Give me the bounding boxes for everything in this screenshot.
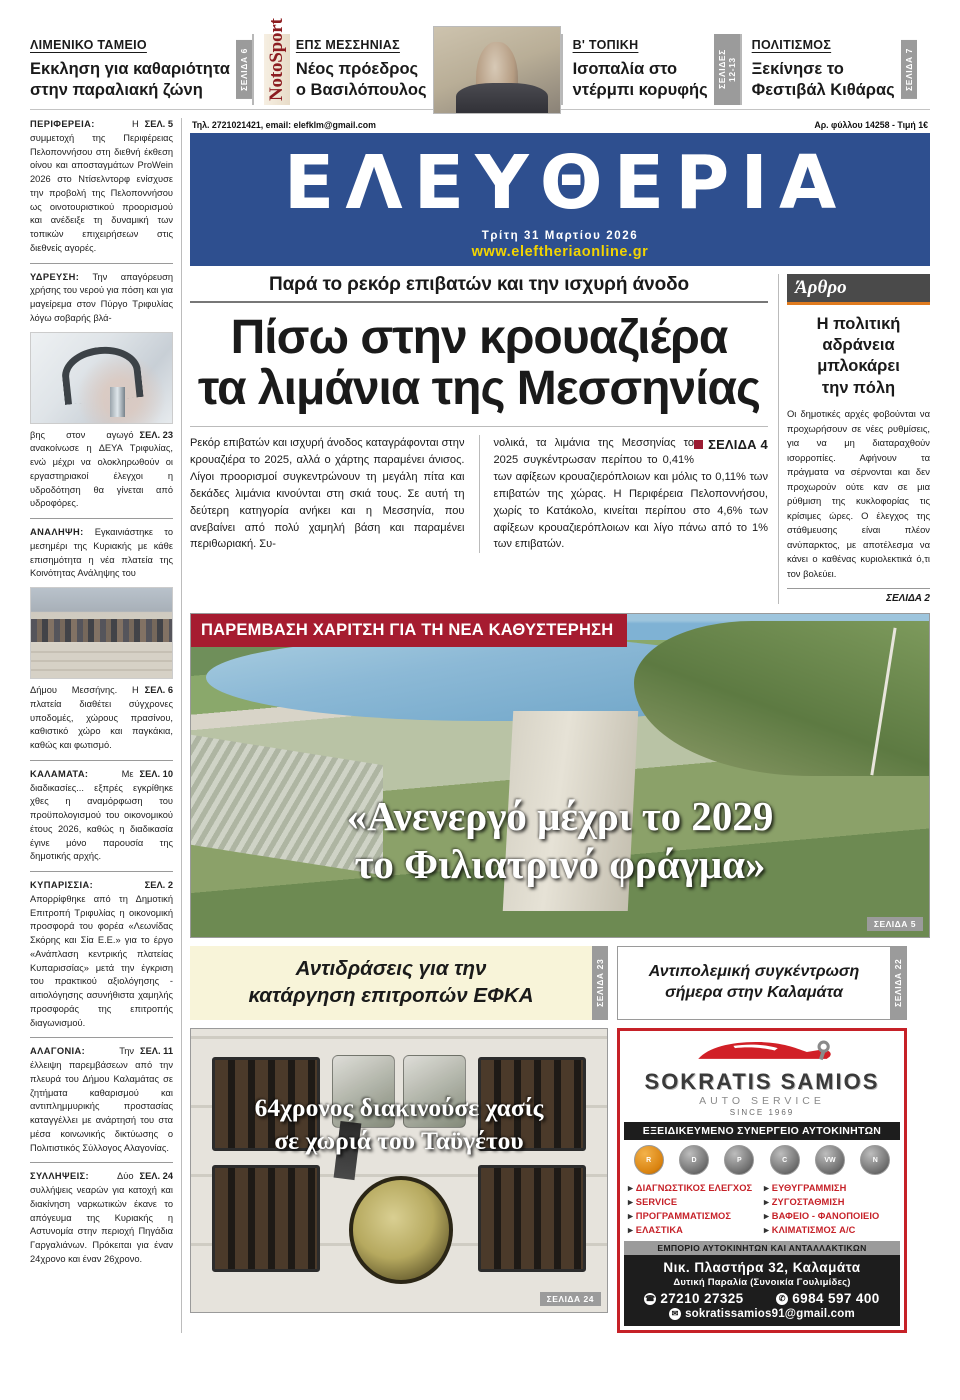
peugeot-logo-icon: P bbox=[724, 1145, 754, 1175]
lead-body-col2 bbox=[479, 435, 769, 553]
brief-lead: ΥΔΡΕΥΣΗ: bbox=[30, 271, 80, 282]
brief-page-ref[interactable]: ΣΕΛ. 5 bbox=[144, 119, 173, 129]
dam-headline-line2: το Φιλιατρινό φράγμα» bbox=[354, 841, 766, 888]
teaser-politismos[interactable] bbox=[740, 34, 917, 105]
plate-object bbox=[349, 1176, 453, 1284]
teaser-text bbox=[296, 38, 427, 101]
brief-syllipseis[interactable] bbox=[30, 1162, 173, 1266]
ad-subtitle: AUTO SERVICE bbox=[699, 1095, 825, 1108]
phone-icon: ☎ bbox=[645, 1294, 656, 1304]
brief-alagonia[interactable] bbox=[30, 1037, 173, 1155]
brief-text: Εγκαινιάστηκε το μεσημέρι της Κυριακής με κάθε επισημότητα η νέα πλατεία της Κοινότητας Ανάληψης του bbox=[30, 527, 173, 579]
mobile-icon: ✆ bbox=[776, 1293, 788, 1305]
brief-perifereia[interactable] bbox=[30, 118, 173, 256]
vw-logo-icon: VW bbox=[815, 1145, 845, 1175]
box-efka[interactable] bbox=[190, 946, 608, 1020]
brief-text: Δύο συλλήψεις νεαρών για κατοχή και διακίνηση ναρκωτικών έκανε το απόγευμα της Κυριακής η Αστυνομία στην περιοχή Πηγάδια Γαργαλιάνων. Πρόκειται για έναν 24χρονο και έναν 26χρονο. bbox=[30, 1171, 173, 1264]
teaser-kicker: Β' ΤΟΠΙΚΗ bbox=[572, 37, 639, 52]
arthro-page-ref[interactable]: ΣΕΛΙΔΑ 2 bbox=[787, 588, 930, 604]
secondary-teaser-boxes bbox=[190, 946, 930, 1020]
box-line2: σήμερα στην Καλαμάτα bbox=[665, 984, 843, 1002]
page-body bbox=[30, 118, 930, 1333]
top-teaser-strip bbox=[30, 0, 930, 105]
brief-text: Η συμμετοχή της Περιφέρειας Πελοποννήσου στη διεθνή έκθεση οίνου και αποσταγμάτων ProWein 2026 στο Ντίσελντορφ ενίσχυσε την προβολή της Πελοποννήσου ως οινοτουριστικού προορισμού και ανέδειξε τη δυναμική των τοπικών επιχειρήσεων στις διεθνείς αγορές. bbox=[30, 119, 173, 253]
page-tab[interactable]: ΣΕΛΙΔΑ 6 bbox=[236, 40, 252, 99]
seedling-tray bbox=[478, 1165, 586, 1273]
ad-services-right bbox=[764, 1182, 896, 1238]
ad-service-item: ▸ ΕΛΑΣΤΙΚΑ bbox=[628, 1224, 760, 1238]
notosport-logo: NotoSport bbox=[264, 34, 290, 105]
page-tab[interactable]: ΣΕΛΙΔΑ 5 bbox=[867, 917, 923, 931]
lead-body-columns bbox=[190, 426, 768, 553]
ad-since: SINCE 1969 bbox=[729, 1108, 795, 1118]
box-antipolemiki[interactable] bbox=[617, 946, 907, 1020]
teaser-limeniko-tameio[interactable] bbox=[30, 34, 252, 105]
lead-kicker: Παρά το ρεκόρ επιβατών και την ισχυρή άνοδο bbox=[190, 274, 768, 303]
arthro-title bbox=[787, 314, 930, 400]
box-line1: Αντιδράσεις για την bbox=[295, 957, 487, 981]
sidebar-briefs-column bbox=[30, 118, 182, 1333]
teaser-kicker: ΕΠΣ ΜΕΣΣΗΝΙΑΣ bbox=[295, 37, 400, 52]
ad-service-item: ▸ ΒΑΦΕΙΟ - ΦΑΝΟΠΟΙΕΙΟ bbox=[764, 1210, 896, 1224]
brief-lead: ΠΕΡΙΦΕΡΕΙΑ: bbox=[30, 119, 95, 129]
brief-text: Την έλλειψη παρεμβάσεων από την πλευρά του Δήμου Καλαμάτας σε ζητήματα καθαρισμού και αντιπλημμυρικής προστασίας καταγγέλλει με ανάρτησή του στα μέσα κοινωνικής δικτύωσης ο Πολιτιστικός Σύλλογος Αλαγονίας. bbox=[30, 1046, 173, 1153]
dacia-logo-icon: D bbox=[679, 1145, 709, 1175]
lead-page-ref[interactable]: ΣΕΛΙΔΑ 4 bbox=[694, 435, 768, 455]
teaser-kicker: ΛΙΜΕΝΙΚΟ ΤΑΜΕΙΟ bbox=[30, 37, 147, 52]
dam-kicker-label: ΠΑΡΕΜΒΑΣΗ ΧΑΡΙΤΣΗ ΓΙΑ ΤΗ ΝΕΑ ΚΑΘΥΣΤΕΡΗΣΗ bbox=[191, 614, 627, 647]
brief-lead: ΚΥΠΑΡΙΣΣΙΑ: bbox=[30, 880, 94, 890]
dam-headline bbox=[191, 792, 929, 889]
ad-logo bbox=[624, 1035, 900, 1119]
renault-logo-icon: R bbox=[634, 1145, 664, 1175]
nissan-logo-icon: N bbox=[860, 1145, 890, 1175]
page-tab[interactable]: ΣΕΛΙΔΑ 23 bbox=[592, 946, 608, 1020]
brief-text-after: βης στον αγωγό ανακοίνωσε η ΔΕΥΑ Τριφυλίας, ενώ μέχρι να ολοκληρωθούν οι εργαστηριακοί έλεγχοι η υδροδότηση θα γίνεται από υδροφόρες. bbox=[30, 429, 173, 509]
brief-analipsi[interactable] bbox=[30, 518, 173, 753]
dam-feature-photo[interactable] bbox=[190, 613, 930, 938]
teaser-kicker: ΠΟΛΙΤΙΣΜΟΣ bbox=[751, 37, 832, 52]
brief-ydrefsi[interactable] bbox=[30, 263, 173, 512]
teaser-eps-messinias[interactable] bbox=[252, 18, 561, 105]
brief-lead: ΑΛΑΓΟΝΙΑ: bbox=[30, 1046, 86, 1057]
brief-photo-faucet bbox=[30, 332, 173, 424]
newspaper-logo: ΕΛΕΥΘΕΡΙΑ bbox=[283, 140, 848, 226]
page-tab[interactable]: ΣΕΛΙΔΑ 7 bbox=[901, 40, 917, 99]
lead-headline-line2: τα λιμάνια της Μεσσηνίας bbox=[197, 361, 760, 415]
ad-address: Νικ. Πλαστήρα 32, Καλαμάτα bbox=[663, 1259, 861, 1275]
teaser-title-line1: Εκκληση για καθαριότητα bbox=[30, 59, 230, 78]
arthro-title-line2: αδράνεια bbox=[822, 335, 895, 354]
brief-page-ref[interactable]: ΣΕΛ. 11 bbox=[140, 1046, 173, 1057]
website-url[interactable]: www.eleftheriaonline.gr bbox=[471, 243, 649, 260]
ad-phone-row bbox=[628, 1291, 896, 1306]
ad-service-item: ▸ ΖΥΓΟΣΤΑΘΜΙΣΗ bbox=[764, 1196, 896, 1210]
bottom-row bbox=[190, 1028, 930, 1333]
ad-brand-name: SOKRATIS SAMIOS bbox=[644, 1069, 880, 1095]
page-tab[interactable]: ΣΕΛΙΔΑ 22 bbox=[890, 947, 906, 1019]
citroen-logo-icon: C bbox=[770, 1145, 800, 1175]
lead-story-row bbox=[190, 274, 930, 605]
ad-service-item: ▸ SERVICE bbox=[628, 1196, 760, 1210]
ad-services-left bbox=[628, 1182, 760, 1238]
ad-gray-banner: ΕΜΠΟΡΙΟ ΑΥΤΟΚΙΝΗΤΩΝ ΚΑΙ ΑΝΤΑΛΛΑΚΤΙΚΩΝ bbox=[624, 1241, 900, 1255]
ad-address-secondary: Δυτική Παραλία (Συνοικία Γουλιμίδες) bbox=[673, 1276, 851, 1288]
teaser-title-line2: Φεστιβάλ Κιθάρας bbox=[751, 81, 895, 99]
brief-page-ref[interactable]: ΣΕΛ. 6 bbox=[144, 685, 173, 695]
teaser-b-topiki[interactable] bbox=[561, 34, 740, 105]
brief-kyparissia[interactable] bbox=[30, 871, 173, 1030]
arthro-opinion-box[interactable] bbox=[778, 274, 930, 605]
teaser-title-line1: Νέος πρόεδρος bbox=[295, 59, 419, 78]
advertisement-sokratis-samios[interactable] bbox=[617, 1028, 907, 1333]
page-tab[interactable]: ΣΕΛΙΔΑ 24 bbox=[540, 1292, 601, 1306]
sports-car-icon bbox=[686, 1039, 839, 1065]
publication-date: Τρίτη 31 Μαρτίου 2026 bbox=[481, 229, 639, 242]
teaser-title-line2: ο Βασιλόπουλος bbox=[295, 81, 427, 99]
brief-text: Με διαδικασίες... εξπρές εγκρίθηκε χθες η αναμόρφωση του προϋπολογισμού του οικονομικού έτους 2026, καθώς η διαδικασία έγινε μόνο παρουσία της δημοτικής αρχής. bbox=[30, 768, 173, 862]
brief-text: Την απαγόρευση χρήσης του νερού για πόση και για μαγείρεμα στον Πύργο Τριφυλίας λόγω σοβαρής βλά- bbox=[30, 271, 174, 323]
ad-service-item: ▸ ΚΛΙΜΑΤΙΣΜΟΣ A/C bbox=[764, 1224, 896, 1238]
drug-headline-line1: 64χρονος διακινούσε χασίς bbox=[254, 1093, 544, 1123]
teaser-text bbox=[573, 38, 708, 101]
brief-page-ref[interactable]: ΣΕΛ. 10 bbox=[139, 768, 173, 779]
arthro-title-line3: μπλοκάρει bbox=[817, 357, 900, 376]
drug-bust-photo[interactable] bbox=[190, 1028, 608, 1313]
ad-contact-block bbox=[624, 1255, 900, 1326]
ad-service-item: ▸ ΕΥΘΥΓΡΑΜΜΙΣΗ bbox=[764, 1182, 896, 1196]
brief-photo-square bbox=[30, 587, 173, 679]
brief-kalamata[interactable] bbox=[30, 760, 173, 864]
ad-service-item: ▸ ΔΙΑΓΝΩΣΤΙΚΟΣ ΕΛΕΓΧΟΣ bbox=[628, 1182, 760, 1196]
ad-email[interactable]: ✉ sokratissamios91@gmail.com bbox=[628, 1308, 896, 1320]
brief-lead: ΣΥΛΛΗΨΕΙΣ: bbox=[30, 1171, 90, 1182]
teaser-text bbox=[30, 38, 230, 101]
teaser-portrait-photo bbox=[433, 26, 561, 114]
masthead-contact: Τηλ. 2721021421, email: elefklm@gmail.com bbox=[192, 120, 376, 130]
masthead-meta bbox=[190, 118, 930, 133]
ad-services bbox=[624, 1180, 900, 1241]
brief-lead: ΚΑΛΑΜΑΤΑ: bbox=[30, 768, 89, 779]
brief-text: Απορρίφθηκε από τη Δημοτική Επιτροπή Τριφυλίας η οικονομική προσφορά του φορέα «Λεωνίδας Σκόρης και Σία Ε.Ε.» για το έργο «Ανάπλαση κεντρικής πλατείας Κυπαρισσίας» μετά την έγκριση του πρακτικού αξιολόγησης - αιτιολόγησης ασυνήθιστα χαμηλής προσφοράς της επιτροπής διαγωνισμού. bbox=[30, 893, 173, 1028]
box-line2: κατάργηση επιτροπών ΕΦΚΑ bbox=[248, 984, 534, 1008]
ad-service-item: ▸ ΠΡΟΓΡΑΜΜΑΤΙΣΜΟΣ bbox=[628, 1210, 760, 1224]
teaser-title-line1: Ξεκίνησε το bbox=[751, 59, 844, 78]
lead-body-col2-text: νολικά, τα λιμάνια της Μεσσηνίας το 2025 συγκέντρωσαν περίπου το 0,41% των αφίξεων κρουαζιερόπλοιων και μόλις το 0,11% των επιβατών της χώρας. Η Περιφέρεια Πελοποννήσου, χωρίς το Κατάκολο, κινείται περίπου στο 4,6% των αφίξεων κρουαζιερόπλοιων και λίγο πάνω από το 1% των επιβατών. bbox=[493, 437, 768, 551]
email-icon: ✉ bbox=[669, 1308, 681, 1320]
ad-car-brand-logos bbox=[624, 1140, 900, 1180]
box-line1: Αντιπολεμική συγκέντρωση bbox=[648, 963, 860, 981]
box-text bbox=[618, 947, 890, 1019]
brief-page-ref[interactable]: ΣΕΛ. 24 bbox=[139, 1171, 173, 1182]
page-tab[interactable]: ΣΕΛΙΔΕΣ 12-13 bbox=[714, 34, 740, 105]
masthead-issue-info: Αρ. φύλλου 14258 - Τιμή 1€ bbox=[814, 120, 928, 130]
teaser-text bbox=[752, 38, 895, 101]
lead-headline-line1: Πίσω στην κρουαζιέρα bbox=[230, 310, 728, 364]
square-bullet-icon bbox=[694, 440, 703, 449]
teaser-title-line1: Ισοπαλία στο bbox=[572, 59, 678, 78]
teaser-title-line2: στην παραλιακή ζώνη bbox=[30, 81, 203, 99]
brief-text-after: Δήμου Μεσσήνης. Η πλατεία διαθέτει σύγχρονες υποδομές, χώρους πρασίνου, καθιστικό χώρο και παγκάκια, καθώς και φωτισμό. bbox=[30, 685, 173, 750]
seedling-tray bbox=[212, 1165, 320, 1273]
ad-phone-mobile[interactable]: ✆ 6984 597 400 bbox=[776, 1291, 879, 1306]
dam-headline-line1: «Ανενεργό μέχρι το 2029 bbox=[346, 792, 774, 839]
arthro-body: Οι δημοτικές αρχές φοβούνται να προχωρήσουν σε νέες ρυθμίσεις, για να μη διαταραχθούν ισορροπίες. Αφήνουν τα πράγματα να σέρνονται και δεν προχωρούν ούτε καν σε μια ρύθμιση της κυκλοφορίας τις κρίσιμες ώρες. Ο έλεγχος της στάθμευσης είναι πλέον ανύπαρκτος, με αποτέλεσμα να κάνει ο καθένας κυριολεκτικά ό,τι τον βολεύει. bbox=[787, 408, 930, 579]
drug-headline bbox=[191, 1091, 607, 1157]
arthro-title-line4: την πόλη bbox=[821, 378, 896, 397]
masthead bbox=[190, 133, 930, 266]
teaser-title-line2: ντέρμπι κορυφής bbox=[572, 81, 708, 99]
ad-phone-landline[interactable]: ☎ 27210 27325 bbox=[645, 1290, 744, 1306]
brief-page-ref[interactable]: ΣΕΛ. 23 bbox=[139, 429, 173, 440]
lead-body-col1: Ρεκόρ επιβατών και ισχυρή άνοδος καταγράφονται στην κρουαζιέρα το 2025, αλλά ο χάρτης παραμένει άνισος. Λίγοι προορισμοί συγκεντρώνουν τη μεγάλη πίτα και δεκάδες λιμάνια κινούνται στη σκιά τους. Σε αυτή τη δεύτερη κατηγορία ανήκει και η Μεσσηνία, που ανεβαίνει από πολύ χαμηλή βάση και παραμένει περιθωριακή. Συ- bbox=[190, 437, 465, 551]
brief-lead: ΑΝΑΛΗΨΗ: bbox=[30, 527, 84, 537]
drug-headline-line2: σε χωριά του Ταϋγέτου bbox=[274, 1126, 524, 1156]
brief-page-ref[interactable]: ΣΕΛ. 2 bbox=[144, 880, 173, 890]
main-column bbox=[190, 118, 930, 1333]
lead-headline bbox=[190, 312, 768, 415]
ad-banner: ΕΞΕΙΔΙΚΕΥΜΕΝΟ ΣΥΝΕΡΓΕΙΟ ΑΥΤΟΚΙΝΗΤΩΝ bbox=[624, 1122, 900, 1140]
box-text bbox=[190, 946, 592, 1020]
arthro-label: Άρθρο bbox=[787, 274, 930, 305]
lead-story[interactable] bbox=[190, 274, 768, 605]
arthro-title-line1: Η πολιτική bbox=[816, 314, 901, 333]
